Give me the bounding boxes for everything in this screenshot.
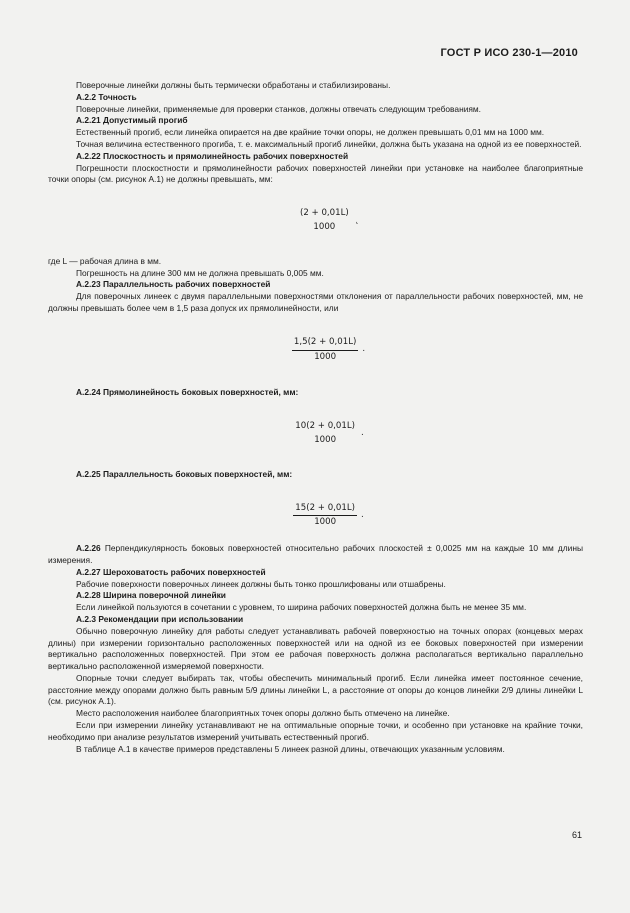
section-heading: А.2.23 Параллельность рабочих поверхностей (76, 279, 271, 290)
formula-numerator: (2 + 0,01L) (299, 208, 349, 219)
formula-denominator: 1000 (314, 351, 337, 362)
paragraph: Место расположения наиболее благоприятных точек опоры должно быть отмечено на линейке. (76, 708, 450, 719)
formula-punctuation: . (360, 509, 364, 520)
formula-punctuation: ˛ (354, 215, 360, 226)
formula-denominator: 1000 (314, 517, 337, 528)
fraction (298, 208, 351, 234)
paragraph: В таблице А.1 в качестве примеров представлены 5 линеек разной длины, отвечающих указанным условиям. (76, 743, 505, 754)
paragraph: Поверочные линейки, применяемые для проверки станков, должны отвечать следующим требованиям. (76, 103, 481, 114)
section-heading: А.2.25 Параллельность боковых поверхностей, мм: (76, 468, 293, 479)
paragraph: Если линейкой пользуются в сочетании с уровнем, то ширина рабочих поверхностей должна быть не менее 35 мм. (76, 602, 527, 613)
document-body (48, 80, 583, 755)
paragraph: где L — рабочая длина в мм. (48, 255, 162, 266)
section-heading: А.2.2 Точность (76, 91, 137, 102)
section-heading: А.2.3 Рекомендации при использовании (76, 613, 244, 624)
paragraph: Точная величина естественного прогиба, т. е. максимальный прогиб линейки, должна быть указана на одной из ее поверхностей. (76, 138, 582, 149)
paragraph: Поверочные линейки должны быть термически обработаны и стабилизированы. (76, 80, 391, 90)
formula-denominator: 1000 (313, 221, 336, 232)
section-heading: А.2.27 Шероховатость рабочих поверхностей (76, 566, 266, 577)
paragraph (48, 543, 583, 567)
fraction (292, 337, 358, 364)
page-number: 61 (571, 830, 582, 840)
section-heading: А.2.21 Допустимый прогиб (76, 115, 188, 126)
section-heading: А.2.22 Плоскостность и прямолинейность рабочих поверхностей (76, 150, 349, 161)
section-number: А.2.26 (76, 543, 101, 554)
paragraph: Обычно поверочную линейку для работы следует устанавливать рабочей поверхностью на точных опорах (концевых мерах длины) при измерении горизонтально расположенных поверхностей или на одной из ее боковых поверхностей при измерении вертикально расположенных поверхностей. При этом ее рабочая поверхность должна располагаться вертикально параллельно вертикально расположенной измеряемой поверхности. (48, 625, 583, 672)
formula-denominator: 1000 (314, 434, 337, 445)
formula-flatness (48, 208, 583, 234)
formula-side-parallelism (48, 503, 583, 530)
formula-side-straightness (48, 421, 583, 447)
document-code: ГОСТ Р ИСО 230-1—2010 (440, 47, 578, 59)
paragraph: Погрешности плоскостности и прямолинейности рабочих поверхностей линейки при установке на наиболее благоприятные точки опоры (см. рисунок А.1) не должны превышать, мм: (48, 162, 583, 185)
section-heading: А.2.28 Ширина поверочной линейки (76, 590, 226, 601)
paragraph: Рабочие поверхности поверочных линеек должны быть тонко прошлифованы или отшабрены. (76, 578, 446, 589)
paragraph: Опорные точки следует выбирать так, чтобы обеспечить минимальный прогиб. Если линейка имеет постоянное сечение, расстояние между опорами должно быть равным 5/9 длины линейки L, а расстояние от опоры до концов линейки 2/9 длины линейки L (см. рисунок А.1). (48, 672, 583, 707)
fraction (293, 503, 357, 530)
formula-numerator: 1,5(2 + 0,01L) (293, 336, 357, 347)
formula-parallelism (48, 337, 583, 364)
paragraph: Естественный прогиб, если линейка опирается на две крайние точки опоры, не должен превышать 0,01 мм на 1000 мм. (76, 127, 545, 138)
formula-numerator: 10(2 + 0,01L) (295, 421, 355, 432)
paragraph: Погрешность на длине 300 мм не должна превышать 0,005 мм. (76, 267, 324, 278)
paragraph: Если при измерении линейку устанавливают не на оптимальные опорные точки, и особенно при установке на крайние точки, необходимо при анализе результатов измерений учитывать естественный прогиб. (48, 720, 583, 742)
formula-punctuation: . (360, 428, 364, 439)
paragraph-text: Перпендикулярность боковых поверхностей относительно рабочих плоскостей ± 0,0025 мм на каждые 10 мм длины измерения. (48, 543, 584, 565)
fraction (293, 421, 357, 447)
paragraph: Для поверочных линеек с двумя параллельными поверхностями отклонения от параллельности рабочих поверхностей, мм, не должны превышать более чем в 1,5 раза допуск их прямолинейности, или (48, 291, 583, 313)
formula-punctuation: . (362, 344, 366, 355)
section-heading: А.2.24 Прямолинейность боковых поверхностей, мм: (76, 387, 299, 398)
formula-numerator: 15(2 + 0,01L) (295, 502, 355, 513)
